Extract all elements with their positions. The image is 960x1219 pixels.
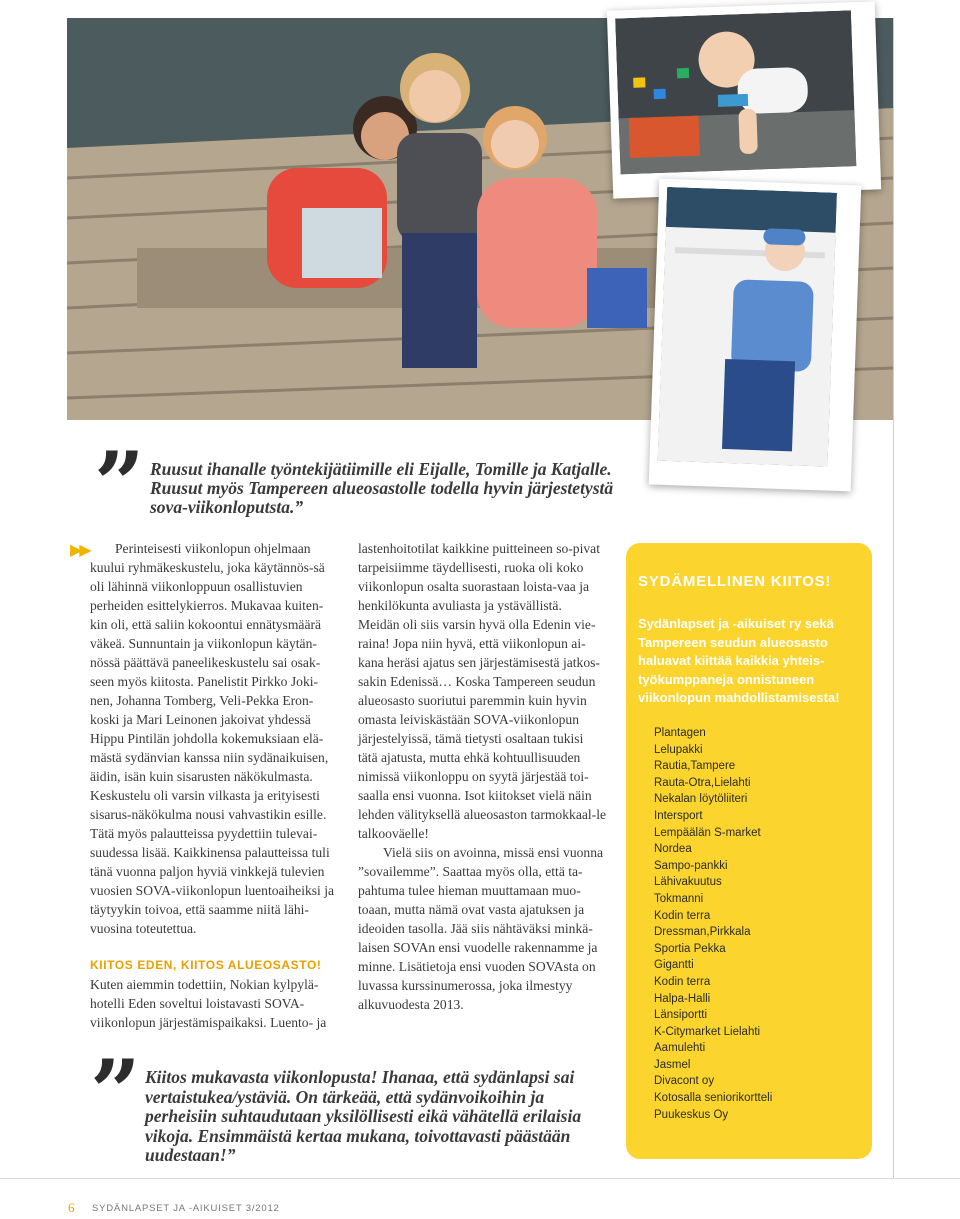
article-paragraph: Perinteisesti viikonlopun ohjelmaan kuului ryhmäkeskustelu, joka käytännös-sä oli lähinnä viikonloppuun osallistuvien perheiden esittelykierros. Mukavaa kuiten-kin oli, että saliin kokoontui ennätysmäärä väkeä. Sunnuntain ja viikonlopun käytän-nössä päättävä paneelikeskustelu sai osak-seen myös kiitosta. Panelistit Pirkko Joki-nen, Johanna Tomberg, Veli-Pekka Eron-koski ja Mari Leinonen jakoivat yhdessä Hippu Pintilän johdolla kokemuksiaan elä-mästä sydänvian kanssa niin sydänaikuisen, äidin, isän kuin sisarusten näkökulmasta. Keskustelu oli varsin vilkasta ja erityisesti sisarus-näkökulma nousi vahvastikin esille. Tätä myös palautteissa pyydettiin tulevai-suudessa lisää. Kaikkinensa palautteissa tuli tänä vuonna paljon hyviä vinkkejä tulevien vuosien SOVA-viikonlopun luentoaiheiksi ja täytyykin toivoa, että saamme niitä lähi-vuosina toteutettua.: [90, 541, 335, 936]
article-paragraph: lastenhoitotilat kaikkine puitteineen so-pivat tarpeisiimme täydellisesti, ruoka oli koko viikonlopun osalta suorastaan loista-vaa ja henkilökunta avuliasta ja ystävällistä. Meidän oli siis varsin hyvä olla Edenin vie-raina! Jopa niin hyvä, että viikonlopun ai-kana heräsi ajatus sen järjestämisestä jatkos-sakin Edenissä… Koska Tampereen seudun alueosasto suoriutui paremmin kuin hyvin omasta leiviskästään SOVA-viikonlopun järjestelyissä, tämä tietysti osaltaan tukisi tätä ajatusta, mutta ehkä kohtuullisuuden nimissä viikonloppu on syytä järjestää toi-saalla ensi vuonna. Isot kiitokset vielä näin lehden välityksellä alueosaston tarmokkaal-le talkooväelle!: [358, 541, 606, 841]
article-subheading: KIITOS EDEN, KIITOS ALUEOSASTO!: [90, 958, 322, 972]
sponsor-item: Halpa-Halli: [654, 992, 711, 1005]
thanks-lead: Sydänlapset ja -aikuiset ry sekä Tampereen seudun alueosasto haluavat kiittää kaikkia yhteis-työkumppaneja onnistuneen viikonlopun mahdollistamisesta!: [638, 616, 840, 705]
photo-baby-playing: [607, 1, 881, 198]
magazine-title: SYDÄNLAPSET JA -AIKUISET 3/2012: [92, 1203, 280, 1214]
sponsor-item: Rauta-Otra,Lielahti: [654, 776, 751, 789]
page-number: 6: [68, 1200, 75, 1215]
sponsor-item: Nordea: [654, 843, 692, 856]
sponsor-item: Divacont oy: [654, 1075, 715, 1088]
article-column-2: [358, 539, 606, 1014]
sponsor-item: Intersport: [654, 809, 703, 822]
sponsor-item: Länsiportti: [654, 1009, 708, 1022]
article-paragraph: Vielä siis on avoinna, missä ensi vuonna ”sovailemme”. Saattaa myös olla, että ta-pahtuma tulee hieman muuttamaan muo-toaan, mutta nämä ovat vasta ajatuksen ja ideoiden tasolla. Jää siis nähtäväksi minkä-laisen SOVAn ensi vuodelle rakennamme ja minne. Lisätietoja ensi vuoden SOVAsta on luvassa kurssinumerossa, joka ilmestyy alkuvuodesta 2013.: [358, 845, 604, 1012]
quote-first: Ruusut ihanalle työntekijätiimille eli Eijalle, Tomille ja Katjalle. Ruusut myös Tampereen alueosastolle todella hyvin järjestetystä sova-viikonloputsta.”: [150, 459, 614, 517]
closing-quote-icon: ”: [94, 432, 137, 536]
sponsor-item: K-Citymarket Lielahti: [654, 1025, 761, 1038]
sponsor-item: Lähivakuutus: [654, 876, 722, 889]
thanks-title: SYDÄMELLINEN KIITOS!: [638, 573, 832, 590]
sponsor-item: Jasmel: [654, 1058, 691, 1071]
article-paragraph: Kuten aiemmin todettiin, Nokian kylpylä-hotelli Eden soveltui loistavasti SOVA-viikonlopun järjestämispaikaksi. Luento- ja: [90, 977, 327, 1030]
sponsor-item: Kodin terra: [654, 909, 711, 922]
sponsor-item: Lempäälän S-market: [654, 826, 761, 839]
sponsor-item: Rautia,Tampere: [654, 760, 736, 773]
sponsor-item: Kodin terra: [654, 975, 711, 988]
sponsor-item: Sampo-pankki: [654, 859, 728, 872]
sponsor-item: Aamulehti: [654, 1042, 706, 1055]
sponsor-item: Tokmanni: [654, 892, 704, 905]
quote-second: Kiitos mukavasta viikonlopusta! Ihanaa, että sydänlapsi sai vertaistukea/ystäviä. On tärkeää, että sydänvoikoihin ja perheisiin suhtaudutaan yksilöllisesti eikä vähätellä erilaisia vikoja. Ensimmäistä kertaa mukana, toivottavasti päästään uudestaan!”: [145, 1067, 582, 1165]
double-chevron-right-icon: ▶▶: [70, 540, 89, 559]
sponsor-item: Sportia Pekka: [654, 942, 726, 955]
closing-quote-icon: ”: [90, 1040, 133, 1144]
sponsor-item: Nekalan löytöliiteri: [654, 793, 748, 806]
sponsor-item: Kotosalla seniorikortteli: [654, 1092, 773, 1105]
sponsor-item: Dressman,Pirkkala: [654, 926, 751, 939]
sponsor-item: Puukeskus Oy: [654, 1108, 729, 1121]
photo-boy-on-boat: [649, 179, 862, 492]
footer-divider: [0, 1178, 960, 1179]
article-column-1: [90, 539, 338, 1032]
sponsor-item: Gigantti: [654, 959, 694, 972]
thanks-box: [626, 543, 872, 1159]
sponsor-list: [654, 725, 772, 1123]
sponsor-item: Lelupakki: [654, 743, 703, 756]
sponsor-item: Plantagen: [654, 727, 706, 739]
